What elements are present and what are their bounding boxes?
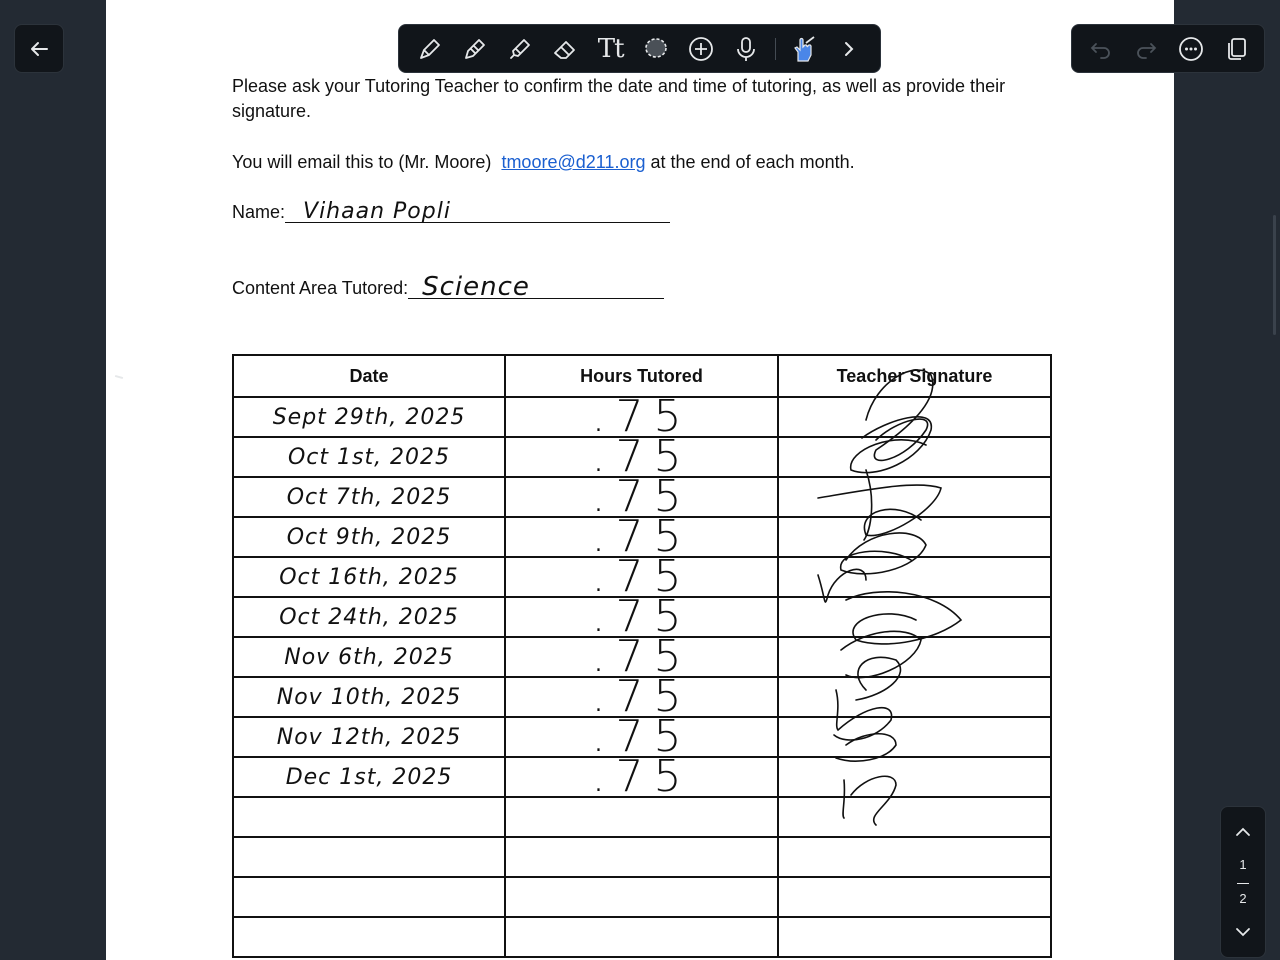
table-row <box>233 397 1051 437</box>
table-row <box>233 557 1051 597</box>
date-cell[interactable]: Oct 9th, 2025 <box>233 517 505 557</box>
date-cell[interactable]: Oct 24th, 2025 <box>233 597 505 637</box>
table-row <box>233 917 1051 957</box>
signature-cell[interactable] <box>778 677 1051 717</box>
content-area-line[interactable] <box>408 272 664 302</box>
date-cell[interactable] <box>233 837 505 877</box>
date-cell[interactable]: Oct 7th, 2025 <box>233 477 505 517</box>
more-icon[interactable] <box>1174 32 1208 66</box>
hours-cell[interactable]: .75 <box>505 757 778 797</box>
hours-cell[interactable]: .75 <box>505 517 778 557</box>
text-tool-label: Tt <box>597 33 624 64</box>
date-cell[interactable] <box>233 797 505 837</box>
date-cell[interactable]: Oct 16th, 2025 <box>233 557 505 597</box>
signature-cell[interactable] <box>778 437 1051 477</box>
email-prefix: You will email this to (Mr. Moore) <box>232 152 492 172</box>
chevron-down-icon[interactable] <box>1221 915 1265 949</box>
arrow-left-icon <box>27 37 51 61</box>
signature-cell[interactable] <box>778 837 1051 877</box>
table-row <box>233 877 1051 917</box>
hours-cell[interactable]: .75 <box>505 437 778 477</box>
name-handwriting: Vihaan Popli <box>303 199 451 224</box>
tutoring-log-table <box>232 354 1052 958</box>
content-area-field <box>232 272 664 302</box>
document-page[interactable] <box>106 0 1174 960</box>
pen-icon[interactable] <box>413 32 447 66</box>
hours-cell[interactable] <box>505 797 778 837</box>
redo-icon[interactable] <box>1129 32 1163 66</box>
date-cell[interactable] <box>233 877 505 917</box>
table-row <box>233 717 1051 757</box>
eraser-icon[interactable] <box>548 32 582 66</box>
table-row <box>233 757 1051 797</box>
touch-draw-icon[interactable] <box>787 32 821 66</box>
page-divider <box>1237 883 1249 884</box>
undo-icon[interactable] <box>1084 32 1118 66</box>
date-header: Date <box>233 355 505 397</box>
total-pages: 2 <box>1239 891 1247 906</box>
table-row <box>233 797 1051 837</box>
table-row <box>233 517 1051 557</box>
current-page: 1 <box>1239 857 1247 872</box>
signature-cell[interactable] <box>778 597 1051 637</box>
table-row <box>233 597 1051 637</box>
pages-icon[interactable] <box>1219 32 1253 66</box>
pencil-icon[interactable] <box>458 32 492 66</box>
date-cell[interactable]: Oct 1st, 2025 <box>233 437 505 477</box>
signature-cell[interactable] <box>778 797 1051 837</box>
signature-cell[interactable] <box>778 757 1051 797</box>
date-cell[interactable]: Sept 29th, 2025 <box>233 397 505 437</box>
toolbar-separator <box>775 38 776 60</box>
table-row <box>233 677 1051 717</box>
email-suffix: at the end of each month. <box>650 152 855 172</box>
text-tool[interactable] <box>594 32 628 66</box>
add-icon[interactable] <box>684 32 718 66</box>
history-toolbar <box>1071 24 1265 73</box>
table-row <box>233 637 1051 677</box>
email-link[interactable]: tmoore@d211.org <box>501 152 646 172</box>
date-cell[interactable]: Nov 12th, 2025 <box>233 717 505 757</box>
hours-cell[interactable]: .75 <box>505 637 778 677</box>
date-cell[interactable]: Dec 1st, 2025 <box>233 757 505 797</box>
table-header-row <box>233 355 1051 397</box>
name-label: Name: <box>232 202 286 222</box>
hours-cell[interactable] <box>505 837 778 877</box>
signature-cell[interactable] <box>778 517 1051 557</box>
email-instructions <box>232 150 855 175</box>
name-field <box>232 200 670 223</box>
hours-cell[interactable]: .75 <box>505 717 778 757</box>
back-button[interactable] <box>14 24 64 73</box>
hours-cell[interactable] <box>505 877 778 917</box>
date-cell[interactable] <box>233 917 505 957</box>
signature-cell[interactable] <box>778 637 1051 677</box>
hours-cell[interactable] <box>505 917 778 957</box>
instructions-text: Please ask your Tutoring Teacher to confirm the date and time of tutoring, as well as provide their signature. <box>232 76 1006 121</box>
content-area-handwriting: Science <box>422 272 530 302</box>
signature-header: Teacher Signature <box>778 355 1051 397</box>
hours-cell[interactable]: .75 <box>505 677 778 717</box>
hours-cell[interactable]: .75 <box>505 557 778 597</box>
scrollbar[interactable] <box>1273 215 1276 335</box>
hours-cell[interactable]: .75 <box>505 477 778 517</box>
hours-cell[interactable]: .75 <box>505 397 778 437</box>
signature-cell[interactable] <box>778 477 1051 517</box>
signature-cell[interactable] <box>778 877 1051 917</box>
signature-cell[interactable] <box>778 717 1051 757</box>
signature-cell[interactable] <box>778 557 1051 597</box>
microphone-icon[interactable] <box>729 32 763 66</box>
table-row <box>233 477 1051 517</box>
hours-cell[interactable]: .75 <box>505 597 778 637</box>
content-area-label: Content Area Tutored: <box>232 278 409 298</box>
date-cell[interactable]: Nov 6th, 2025 <box>233 637 505 677</box>
name-line[interactable] <box>285 200 670 223</box>
hours-header: Hours Tutored <box>505 355 778 397</box>
lasso-icon[interactable] <box>639 32 673 66</box>
signature-cell[interactable] <box>778 917 1051 957</box>
table-row <box>233 437 1051 477</box>
chevron-right-icon[interactable] <box>832 32 866 66</box>
date-cell[interactable]: Nov 10th, 2025 <box>233 677 505 717</box>
drawing-toolbar <box>398 24 881 73</box>
highlighter-icon[interactable] <box>503 32 537 66</box>
table-row <box>233 837 1051 877</box>
signature-cell[interactable] <box>778 397 1051 437</box>
chevron-up-icon[interactable] <box>1221 815 1265 849</box>
page-navigator <box>1220 806 1266 958</box>
